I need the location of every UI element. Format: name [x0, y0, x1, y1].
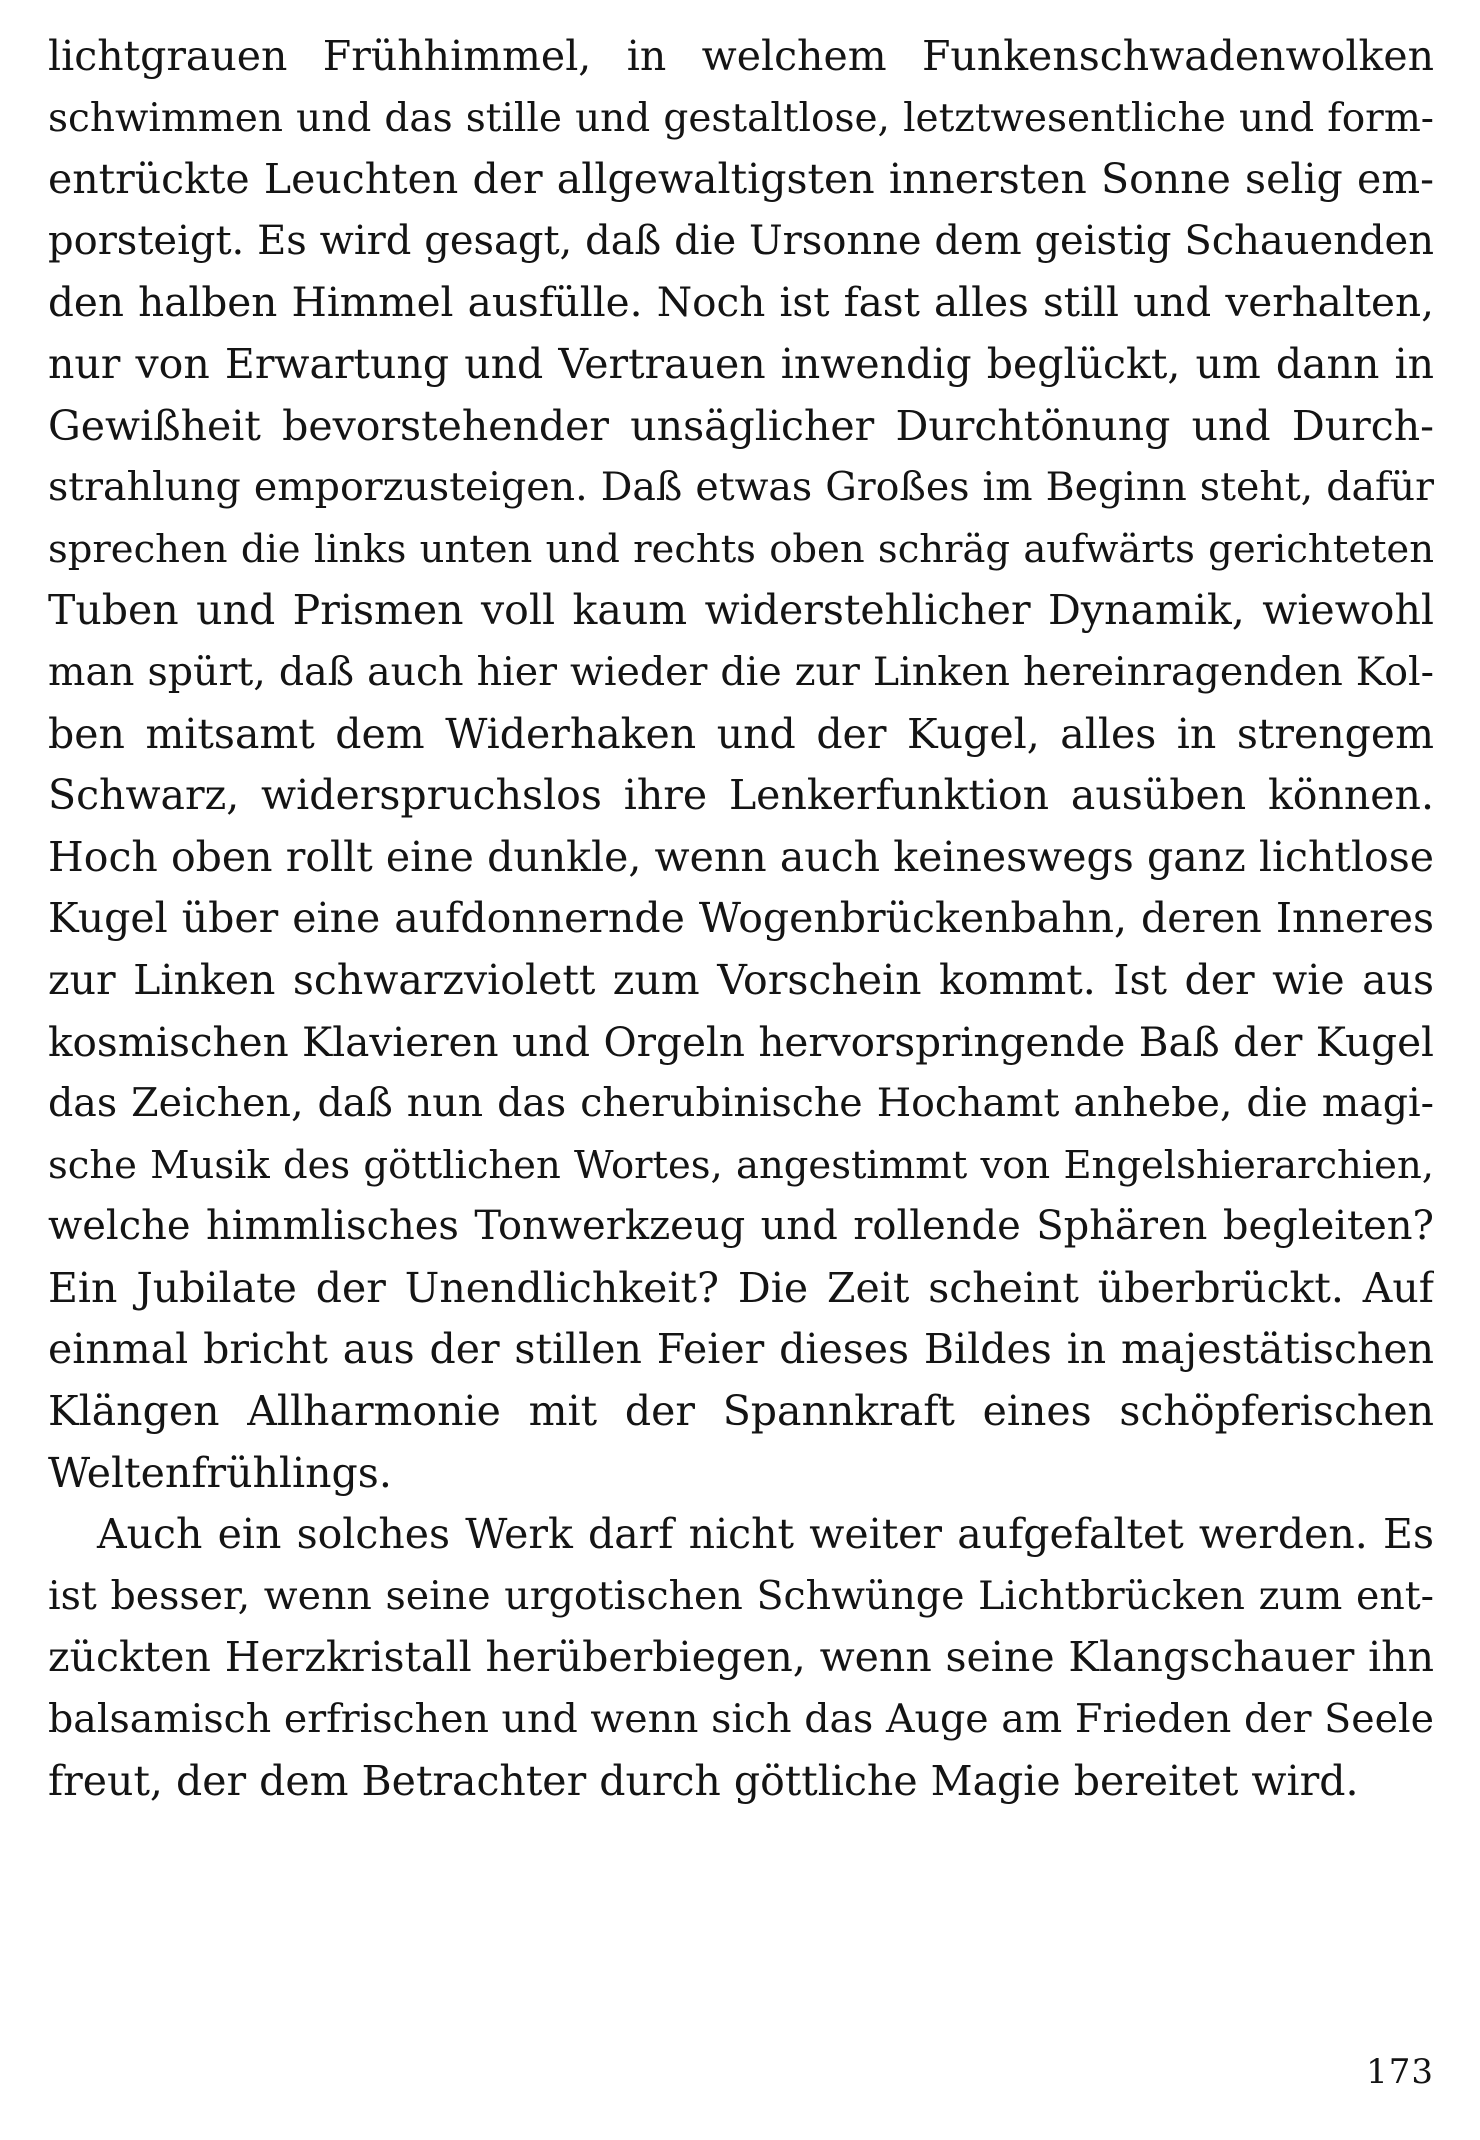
text-line: ben mitsamt dem Widerhaken und der Kugel, alles in strengem	[48, 709, 1434, 758]
text-line: welche himmlisches Tonwerkzeug und rollende Sphären begleiten?	[48, 1203, 1434, 1250]
text-line: freut, der dem Betrachter durch göttliche Magie bereitet wird.	[48, 1756, 1359, 1805]
text-line: ist besser, wenn seine urgotischen Schwünge Lichtbrücken zum ent-	[48, 1572, 1434, 1619]
text-line: Tuben und Prismen voll kaum widerstehlicher Dynamik, wiewohl	[48, 586, 1434, 635]
text-line: Auch ein solches Werk darf nicht weiter aufgefaltet werden. Es	[97, 1510, 1434, 1559]
text-line: Kugel über eine aufdonnernde Wogenbrückenbahn, deren Inneres	[48, 894, 1434, 943]
text-line: zur Linken schwarzviolett zum Vorschein kommt. Ist der wie aus	[48, 955, 1434, 1004]
text-line: Klängen Allharmonie mit der Spannkraft eines schöpferischen	[48, 1387, 1434, 1436]
paragraph-2	[48, 1504, 1434, 1812]
text-line: porsteigt. Es wird gesagt, daß die Ursonne dem geistig Schauenden	[48, 217, 1434, 264]
text-line: einmal bricht aus der stillen Feier dieses Bildes in majestätischen	[48, 1325, 1434, 1374]
text-line: Weltenfrühlings.	[48, 1448, 392, 1497]
text-line: das Zeichen, daß nun das cherubinische Hochamt anhebe, die magi-	[48, 1080, 1434, 1127]
page-number: 173	[1366, 2052, 1434, 2092]
paragraph-1	[48, 26, 1434, 1504]
text-line: Hoch oben rollt eine dunkle, wenn auch keineswegs ganz lichtlose	[48, 832, 1434, 881]
text-line: schwimmen und das stille und gestaltlose, letztwesentliche und form-	[48, 95, 1434, 141]
text-line: den halben Himmel ausfülle. Noch ist fast alles still und verhalten,	[48, 278, 1434, 327]
text-line: balsamisch erfrischen und wenn sich das Auge am Frieden der Seele	[48, 1696, 1434, 1743]
text-line: Gewißheit bevorstehender unsäglicher Durchtönung und Durch-	[48, 401, 1434, 450]
text-line: kosmischen Klavieren und Orgeln hervorspringende Baß der Kugel	[48, 1017, 1434, 1066]
text-line: Schwarz, widerspruchslos ihre Lenkerfunktion ausüben können.	[48, 771, 1434, 820]
text-line: zückten Herzkristall herüberbiegen, wenn seine Klangschauer ihn	[48, 1633, 1434, 1682]
text-line: sprechen die links unten und rechts oben schräg aufwärts gerichteten	[48, 526, 1434, 572]
text-line: sche Musik des göttlichen Wortes, angestimmt von Engelshierarchien,	[48, 1142, 1434, 1188]
text-line: lichtgrauen Frühhimmel, in welchem Funkenschwadenwolken	[48, 32, 1434, 80]
text-line: Ein Jubilate der Unendlichkeit? Die Zeit scheint überbrückt. Auf	[48, 1263, 1434, 1312]
body-text	[48, 26, 1434, 1812]
text-line: man spürt, daß auch hier wieder die zur Linken hereinragenden Kol-	[48, 648, 1434, 695]
text-line: nur von Erwartung und Vertrauen inwendig beglückt, um dann in	[48, 339, 1434, 388]
text-line: strahlung emporzusteigen. Daß etwas Großes im Beginn steht, dafür	[48, 464, 1434, 511]
text-line: entrückte Leuchten der allgewaltigsten innersten Sonne selig em-	[48, 155, 1434, 204]
